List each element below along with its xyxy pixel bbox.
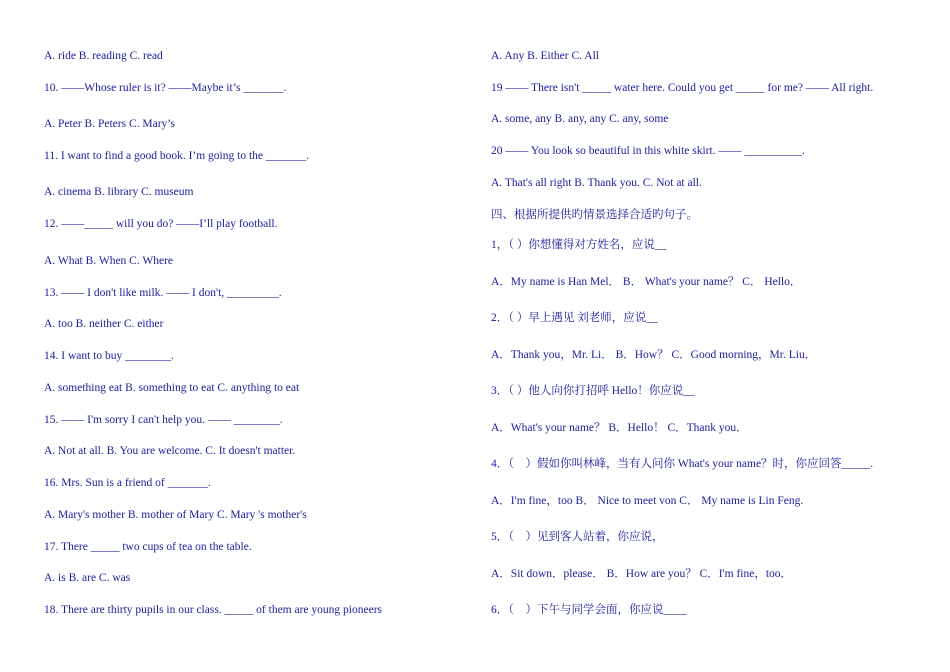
options-18: A. Any B. Either C. All (491, 50, 599, 62)
options-20: A. That's all right B. Thank you. C. Not at all. (491, 177, 702, 189)
options-11: A. cinema B. library C. museum (44, 186, 194, 198)
situation-2-options: A．Thank you，Mr. Li． B．How？ C．Good morning，Mr. Liu． (491, 349, 817, 361)
section-heading: 四、根据所提供旳情景选择合适旳句子。 (491, 209, 698, 221)
question-11: 11. I want to find a good book. I’m going to the _______. (44, 150, 309, 162)
situation-5: 5．（ ）见到客人站着，你应说， (491, 531, 664, 543)
question-16: 16. Mrs. Sun is a friend of _______. (44, 477, 211, 489)
options-14: A. something eat B. something to eat C. anything to eat (44, 382, 300, 394)
options-15: A. Not at all. B. You are welcome. C. It doesn't matter. (44, 445, 296, 457)
question-10: 10. ——Whose ruler is it? ——Maybe it’s _______. (44, 82, 287, 94)
situation-4: 4．（ ）假如你叫林峰，当有人问你 What's your name？时，你应回答_____. (491, 458, 874, 470)
text-line: A. ride B. reading C. read (44, 50, 163, 62)
question-12: 12. ——_____ will you do? ——I’ll play football. (44, 218, 278, 230)
situation-3: 3．（ ）他人向你打招呼 Hello！你应说__ (491, 385, 695, 397)
question-18: 18. There are thirty pupils in our class. _____ of them are young pioneers (44, 604, 382, 616)
situation-4-options: A．I'm fine，too B． Nice to meet von C． My name is Lin Feng. (491, 495, 804, 507)
situation-5-options: A．Sit down．please． B．How are you？ C．I'm fine，too． (491, 568, 793, 580)
question-17: 17. There _____ two cups of tea on the table. (44, 541, 252, 553)
situation-3-options: A．What's your name？ B．Hello！ C．Thank you． (491, 422, 748, 434)
options-12: A. What B. When C. Where (44, 255, 174, 267)
options-19: A. some, any B. any, any C. any, some (491, 113, 669, 125)
options-13: A. too B. neither C. either (44, 318, 164, 330)
situation-1: 1，（ ）你想懂得对方姓名，应说__ (491, 239, 667, 251)
options-17: A. is B. are C. was (44, 572, 131, 584)
situation-2: 2．（ ）早上遇见 刘老师，应说__ (491, 312, 658, 324)
question-15: 15. —— I'm sorry I can't help you. —— ________. (44, 414, 283, 426)
question-20: 20 —— You look so beautiful in this white skirt. —— __________. (491, 145, 805, 157)
question-13: 13. —— I don't like milk. —— I don't, _________. (44, 287, 282, 299)
options-16: A. Mary's mother B. mother of Mary C. Mary 's mother's (44, 509, 307, 521)
question-19: 19 —— There isn't _____ water here. Could you get _____ for me? —— All right. (491, 82, 874, 94)
situation-6: 6．（ ）下午与同学会面，你应说____ (491, 604, 687, 616)
situation-1-options: A．My name is Han Mel． B． What's your name？ C． Hello． (491, 276, 802, 288)
options-10: A. Peter B. Peters C. Mary’s (44, 118, 175, 130)
question-14: 14. I want to buy ________. (44, 350, 175, 362)
